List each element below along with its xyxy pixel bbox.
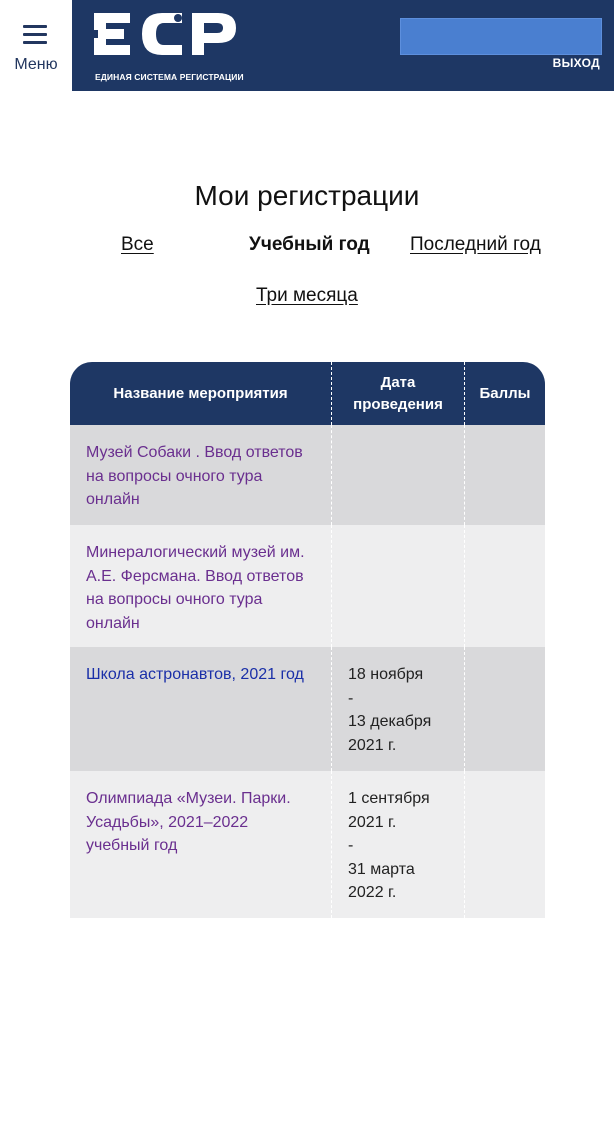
filter-school-year[interactable]: Учебный год	[249, 234, 370, 255]
filter-three-months[interactable]: Три месяца	[256, 285, 358, 306]
registrations-table	[70, 362, 545, 918]
event-name-link[interactable]: Музей Собаки . Ввод ответов на вопросы очного тура онлайн	[86, 444, 303, 508]
table-header	[70, 362, 545, 425]
event-name-link[interactable]: Минералогический музей им. А.Е. Ферсмана. Ввод ответов на вопросы очного тура онлайн	[86, 544, 305, 632]
event-score	[464, 771, 545, 918]
event-date	[331, 525, 464, 647]
event-date: 1 сентября 2021 г. - 31 марта 2022 г.	[331, 771, 464, 918]
page-title: Мои регистрации	[194, 180, 420, 211]
filter-last-year[interactable]: Последний год	[410, 234, 541, 255]
menu-label[interactable]: Меню	[14, 56, 58, 73]
event-score	[464, 647, 545, 771]
logout-link[interactable]: ВЫХОД	[552, 56, 600, 70]
table-row	[70, 771, 545, 918]
hamburger-menu-icon[interactable]	[23, 25, 47, 44]
table-row	[70, 647, 545, 771]
event-score	[464, 525, 545, 647]
logo-subtitle: ЕДИНАЯ СИСТЕМА РЕГИСТРАЦИИ	[95, 72, 244, 82]
column-header-date: Дата проведения	[331, 362, 464, 425]
event-score	[464, 425, 545, 525]
table-row	[70, 425, 545, 525]
event-name-link[interactable]: Олимпиада «Музеи. Парки. Усадьбы», 2021–2022 учебный год	[86, 790, 291, 854]
brand-bar	[72, 0, 614, 91]
column-header-score: Баллы	[464, 362, 545, 425]
table-row	[70, 525, 545, 647]
menu-button[interactable]	[0, 0, 72, 91]
esr-logo[interactable]	[90, 9, 240, 59]
event-date: 18 ноября - 13 декабря 2021 г.	[331, 647, 464, 771]
event-name-link[interactable]: Школа астронавтов, 2021 год	[86, 666, 304, 683]
filter-all[interactable]: Все	[121, 234, 154, 255]
event-date	[331, 425, 464, 525]
app-header	[0, 0, 614, 91]
user-name-redacted[interactable]	[400, 18, 602, 55]
column-header-name: Название мероприятия	[113, 384, 288, 402]
